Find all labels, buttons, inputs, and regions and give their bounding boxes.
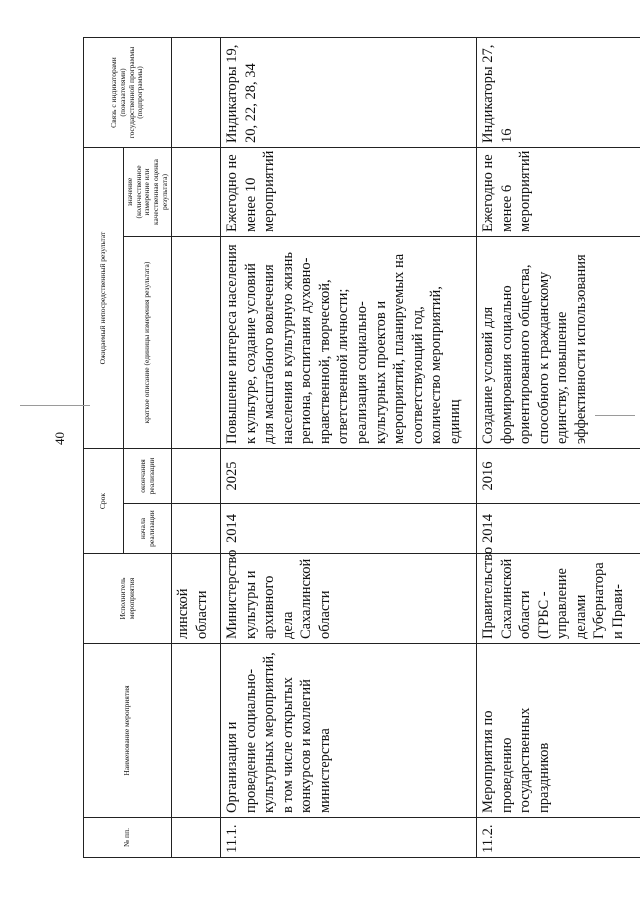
row-num: 11.1. [221,818,477,858]
row-end: 2016 [477,449,640,504]
row-desc: Повышение интереса населения к культуре, создание условий для масштабного вовлечения населения в культурную жизнь региона, воспитания духовно-нравственной, творческой, ответственной личности; реализация социально-культурных проектов и мероприятий, планируемых на соответствующий год, количество мероприятий, единиц [221,237,477,449]
row-start: 2014 [221,504,477,554]
row-executor: Министерство культуры и архивного дела Сахалинской области [221,554,477,644]
continuation-executor: линской области [172,554,221,644]
row-start: 2014 [477,504,640,554]
row-num: 11.2. [477,818,640,858]
header-term-start: начала реализации [124,504,172,554]
table-row [221,38,477,858]
row-link: Индикаторы 19, 20, 22, 28, 34 [221,38,477,148]
header-term-end: окончания реализации [124,449,172,504]
header-result-desc: краткое описание (единицы измерения результата) [124,237,172,449]
header-link: Связь с индикаторами (показателями) государственной программы (подпрограммы) [84,38,172,148]
continuation-row [172,38,221,858]
scan-artifact-line [20,405,90,406]
header-result-value: значение (количественное измерение или качественная оценка результата) [124,148,172,237]
header-result: Ожидаемый непосредственный результат [84,148,124,449]
row-desc: Создание условий для формирования социально ориентированного общества, способного к гражданскому единству, повышение эффективности использования [477,237,640,449]
row-value: Ежегодно не менее 10 мероприятий [221,148,477,237]
program-measures-table [83,37,640,858]
row-executor: Правительство Сахалинской области (ГРБС - управление делами Губернатора и Прави- [477,554,640,644]
rotated-table-page [83,38,640,858]
row-name: Организация и проведение социально-культурных мероприятий, в том числе открытых конкурсов и коллегий министерства [221,644,477,818]
header-executor: Исполнитель мероприятия [84,554,172,644]
row-value: Ежегодно не менее 6 мероприятий [477,148,640,237]
row-name: Мероприятия по проведению государственных праздников [477,644,640,818]
header-num: № пп. [84,818,172,858]
scan-artifact-line [595,415,635,416]
page-number: 40 [52,432,67,445]
header-term: Срок [84,449,124,554]
row-end: 2025 [221,449,477,504]
header-name: Наименование мероприятия [84,644,172,818]
row-link: Индикаторы 27, 16 [477,38,640,148]
table-row [477,38,640,858]
